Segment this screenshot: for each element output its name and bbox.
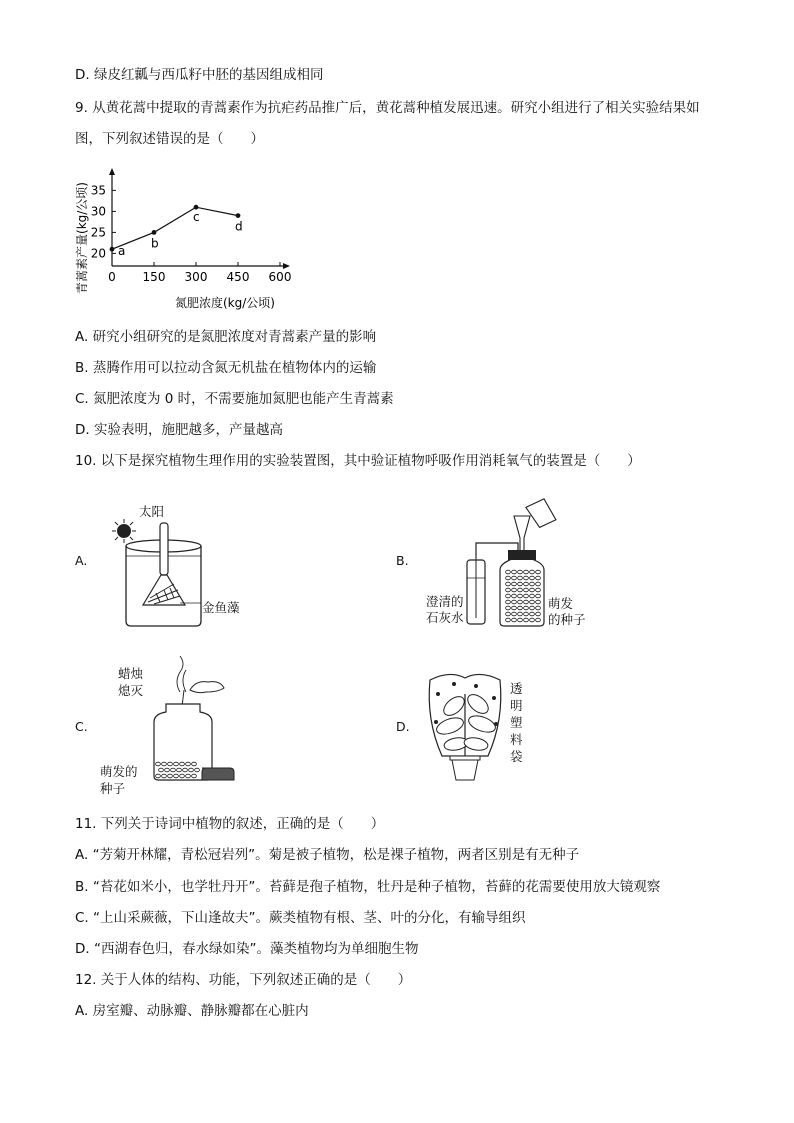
- point-label: a: [118, 244, 126, 259]
- bag-label-char-1: 透: [510, 681, 523, 696]
- y-tick-label: 30: [90, 204, 106, 219]
- q9-option-d: D. 实验表明，施肥越多，产量越高: [75, 422, 283, 438]
- data-point: [110, 247, 115, 252]
- y-tick-label: 20: [90, 246, 106, 261]
- fig-c-letter: C.: [75, 719, 88, 734]
- data-point: [236, 213, 241, 218]
- data-point: [194, 205, 199, 210]
- fig-c-bottom-label-2: 种子: [100, 781, 126, 796]
- point-label: b: [151, 236, 159, 251]
- fig-d-apparatus: [420, 660, 510, 785]
- x-tick-label: 600: [268, 270, 292, 284]
- q9-option-c: C. 氮肥浓度为 0 时，不需要施加氮肥也能产生青蒿素: [75, 391, 394, 407]
- chart-ticks: [91, 183, 292, 284]
- fig-a-letter: A.: [75, 553, 88, 568]
- x-tick-label: 450: [226, 270, 250, 284]
- y-axis-arrow: [109, 168, 115, 175]
- q11-stem: 11. 下列关于诗词中植物的叙述，正确的是（ ）: [75, 816, 385, 832]
- point-label: c: [193, 210, 200, 225]
- fig-c-apparatus: [140, 656, 250, 784]
- fig-c-top-label-1: 蜡烛: [118, 666, 144, 681]
- fig-b-left-label-1: 澄清的: [426, 594, 464, 609]
- fig-b-right-label-1: 萌发: [548, 596, 574, 611]
- fig-d-bag-label: [510, 680, 524, 765]
- q9-stem-line2: 图，下列叙述错误的是（ ）: [75, 131, 264, 147]
- x-tick-label: 300: [184, 270, 208, 284]
- bag-label-char-5: 袋: [510, 749, 523, 764]
- q11-option-a: A. “芳菊开林耀，青松冠岩列”。菊是被子植物，松是裸子植物，两者区别是有无种子: [75, 847, 580, 863]
- bag-label-char-3: 塑: [510, 715, 523, 730]
- y-tick-label: 25: [90, 225, 106, 240]
- q9-stem-line1: 9. 从黄花蒿中提取的青蒿素作为抗疟药品推广后，黄花蒿种植发展迅速。研究小组进行了相关实验结果如: [75, 100, 700, 116]
- q12-stem: 12. 关于人体的结构、功能，下列叙述正确的是（ ）: [75, 972, 412, 988]
- bag-label-char-2: 明: [510, 698, 523, 713]
- fig-a-plant-label: 金鱼藻: [202, 600, 240, 615]
- q10-stem: 10. 以下是探究植物生理作用的实验装置图，其中验证植物呼吸作用消耗氧气的装置是（ ）: [75, 453, 641, 469]
- q11-option-c: C. “上山采蕨薇，下山逢故夫”。蕨类植物有根、茎、叶的分化，有输导组织: [75, 910, 526, 926]
- point-label: d: [235, 219, 243, 234]
- y-tick-label: 35: [90, 183, 106, 198]
- series-line: [112, 207, 238, 249]
- fig-b-left-label-2: 石灰水: [426, 610, 464, 625]
- q12-option-a: A. 房室瓣、动脉瓣、静脉瓣都在心脏内: [75, 1003, 309, 1019]
- x-tick-label: 150: [142, 270, 166, 284]
- bag-label-char-4: 料: [510, 732, 523, 747]
- fig-a-sun-label: 太阳: [139, 504, 165, 519]
- fig-b-right-label-2: 的种子: [548, 612, 586, 627]
- fig-c-top-label-2: 熄灭: [118, 683, 144, 698]
- x-tick-label: 0: [108, 270, 116, 284]
- data-point: [152, 230, 157, 235]
- sun-icon: [112, 519, 136, 543]
- q11-option-b: B. “苔花如米小，也学牡丹开”。苔藓是孢子植物，牡丹是种子植物，苔藓的花需要使用放大镜观察: [75, 879, 661, 895]
- q9-chart: [70, 168, 300, 313]
- q9-option-a: A. 研究小组研究的是氮肥浓度对青蒿素产量的影响: [75, 329, 377, 345]
- fig-a-apparatus: [108, 498, 268, 633]
- q11-option-d: D. “西湖春色归，春水绿如染”。藻类植物均为单细胞生物: [75, 941, 419, 957]
- x-axis-label: 氮肥浓度(kg/公顷): [175, 296, 275, 310]
- q8-option-d: D. 绿皮红瓤与西瓜籽中胚的基因组成相同: [75, 67, 324, 83]
- fig-d-letter: D.: [396, 719, 410, 734]
- y-axis-label: 青蒿素产量(kg/公顷): [75, 182, 89, 294]
- q9-option-b: B. 蒸腾作用可以拉动含氮无机盐在植物体内的运输: [75, 360, 377, 376]
- fig-c-bottom-label-1: 萌发的: [100, 764, 138, 779]
- chart-series: [110, 205, 243, 258]
- fig-b-letter: B.: [396, 553, 409, 568]
- x-axis-arrow: [283, 263, 290, 269]
